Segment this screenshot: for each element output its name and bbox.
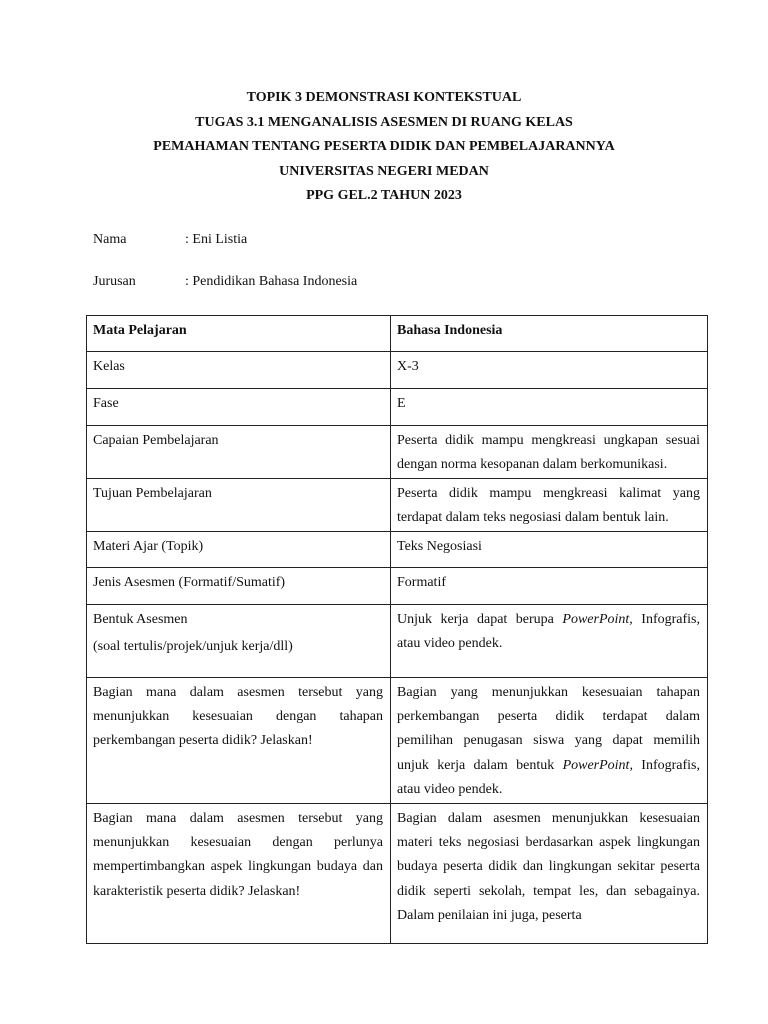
title-line-tugas: TUGAS 3.1 MENGANALISIS ASESMEN DI RUANG KELAS bbox=[195, 114, 573, 130]
title-line-ppg: PPG GEL.2 TAHUN 2023 bbox=[306, 188, 462, 203]
table-row-kelas bbox=[87, 352, 708, 389]
materi-value-cell: Teks Negosiasi bbox=[391, 531, 708, 567]
materi-label-cell: Materi Ajar (Topik) bbox=[87, 531, 391, 567]
bentuk-sublabel: (soal tertulis/projek/unjuk kerja/dll) bbox=[93, 639, 293, 655]
bentuk-label-cell bbox=[87, 604, 391, 677]
table-row-bentuk bbox=[87, 604, 708, 677]
bentuk-text-italic: PowerPoint, bbox=[562, 611, 633, 627]
table-row-jenis bbox=[87, 567, 708, 604]
fase-label-cell: Fase bbox=[87, 389, 391, 426]
title-line-topik: TOPIK 3 DEMONSTRASI KONTEKSTUAL bbox=[246, 90, 522, 105]
tahapan-question-cell: Bagian mana dalam asesmen tersebut yang menunjukkan kesesuaian dengan tahapan perkembangan peserta didik? Jelaskan! bbox=[87, 677, 391, 803]
tujuan-value-cell: Peserta didik mampu mengkreasi kalimat yang terdapat dalam teks negosiasi dalam bentuk lain. bbox=[391, 478, 708, 531]
bentuk-value-cell bbox=[391, 604, 708, 677]
table-row-tahapan bbox=[87, 677, 708, 803]
tahapan-text-b: Infografis, atau video pendek. bbox=[397, 757, 700, 798]
tahapan-text-italic: PowerPoint, bbox=[562, 757, 633, 773]
title-line-universitas: UNIVERSITAS NEGERI MEDAN bbox=[279, 163, 489, 179]
jurusan-value: : Pendidikan Bahasa Indonesia bbox=[185, 274, 358, 289]
fase-value-cell: E bbox=[391, 389, 708, 426]
table-row-materi bbox=[87, 531, 708, 567]
capaian-label-cell: Capaian Pembelajaran bbox=[87, 426, 391, 479]
bentuk-text-a: Unjuk kerja dapat berupa bbox=[397, 611, 563, 627]
table-row-budaya bbox=[87, 803, 708, 943]
table-row-header bbox=[87, 316, 708, 352]
table-row-capaian bbox=[87, 426, 708, 479]
title-line-pemahaman: PEMAHAMAN TENTANG PESERTA DIDIK DAN PEMBELAJARANNYA bbox=[153, 139, 615, 154]
assessment-table bbox=[86, 315, 708, 944]
jenis-label-cell: Jenis Asesmen (Formatif/Sumatif) bbox=[87, 567, 391, 604]
budaya-question-cell: Bagian mana dalam asesmen tersebut yang menunjukkan kesesuaian dengan perlunya mempertimbangkan aspek lingkungan budaya dan karakteristik peserta didik? Jelaskan! bbox=[87, 803, 391, 943]
header-right-cell: Bahasa Indonesia bbox=[391, 316, 708, 352]
jurusan-label: Jurusan bbox=[93, 274, 136, 289]
capaian-value-cell: Peserta didik mampu mengkreasi ungkapan sesuai dengan norma kesopanan dalam berkomunikasi. bbox=[391, 426, 708, 479]
bentuk-text-b: Infografis, atau video pendek. bbox=[397, 611, 701, 652]
nama-value: : Eni Listia bbox=[185, 232, 248, 247]
table-row-fase bbox=[87, 389, 708, 426]
table-row-tujuan bbox=[87, 478, 708, 531]
jenis-value-cell: Formatif bbox=[391, 567, 708, 604]
budaya-answer-cell: Bagian dalam asesmen menunjukkan kesesuaian materi teks negosiasi berdasarkan aspek lingkungan budaya peserta didik dan lingkungan sekitar peserta didik seperti sekolah, tempat les, dan sebagainya. Dalam penilaian ini juga, peserta bbox=[391, 803, 708, 943]
header-left-cell: Mata Pelajaran bbox=[87, 316, 391, 352]
nama-label: Nama bbox=[93, 232, 127, 247]
info-nama bbox=[93, 231, 247, 249]
tujuan-label-cell: Tujuan Pembelajaran bbox=[87, 478, 391, 531]
tahapan-text-a: Bagian yang menunjukkan kesesuaian tahapan perkembangan peserta didik terdapat dalam pemilihan penugasan siswa yang dapat memilih unjuk kerja dalam bentuk bbox=[397, 684, 700, 773]
bentuk-label: Bentuk Asesmen bbox=[93, 611, 188, 627]
kelas-label-cell: Kelas bbox=[87, 352, 391, 389]
tahapan-answer-cell bbox=[391, 677, 708, 803]
document-title bbox=[0, 86, 768, 209]
info-jurusan bbox=[93, 273, 357, 291]
kelas-value-cell: X-3 bbox=[391, 352, 708, 389]
